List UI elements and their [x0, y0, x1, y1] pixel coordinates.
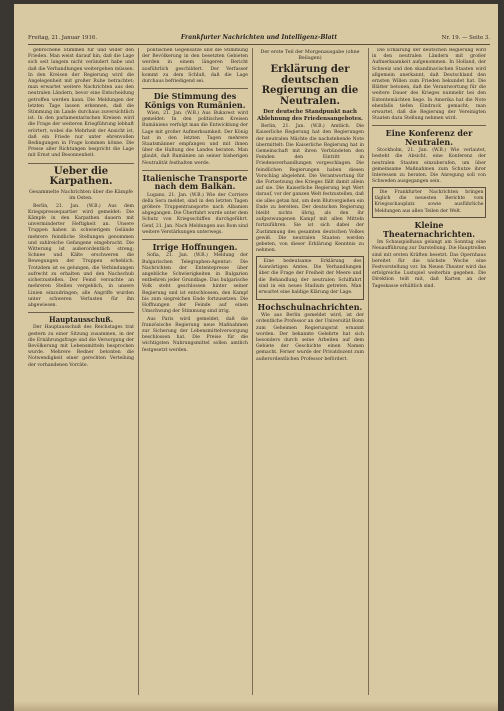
col4-box-text: Die Frankfurter Nachrichten bringen täglich die neuesten Berichte vom Kriegsschauplatz sowie ausführliche Meldungen aus allen Teilen der Welt. [374, 189, 484, 214]
col4-heading1: Eine Konferenz der Neutralen. [385, 128, 473, 147]
col2-heading1: Die Stimmung des Königs von Rumänien. [144, 91, 246, 110]
divider [28, 312, 134, 313]
header-date: Freitag, 21. Januar 1916. [28, 35, 98, 41]
col2-body2: Lugano, 21. Jan. (W.B.) Wie der Corriere della Sera meldet, sind in den letzten Tagen größere Truppentransporte nach Albanien abgegangen. Die Überfahrt wurde unter dem Schutz von Kriegsschiffen durchgeführt. Genf, 21. Jan. Nach Meldungen aus Rom sind weitere Verstärkungen unterwegs. [142, 192, 248, 235]
col4-body1: Stockholm, 21. Jan. (W.B.) Wie verlautet, besteht die Absicht, eine Konferenz der neutralen Staaten einzuberufen, um über gemeinsame Maßnahmen zum Schutze ihrer Interessen zu beraten. Die Anregung soll von Schweden ausgegangen sein. [372, 148, 486, 185]
divider [28, 163, 134, 164]
col1-heading: Ueber die Karpathen. [49, 165, 113, 188]
col2-body1: Wien, 21. Jan. (W.B.) Aus Bukarest wird gemeldet: In den politischen Kreisen Rumäniens verfolgt man die Entwicklung der Lage mit großer Aufmerksamkeit. Der König hat in den letzten Tagen mehrere Staatsmänner empfangen und mit ihnen über die Haltung des Landes beraten. Man glaubt, daß Rumänien an seiner bisherigen Neutralität festhalten werde. [142, 111, 248, 166]
column-3 [256, 48, 364, 695]
page-bottom-edge [14, 701, 498, 711]
column-1 [28, 48, 134, 695]
divider [142, 88, 248, 89]
col4-body2: Im Schauspielhaus gelangt am Sonntag eine Neuaufführung zur Darstellung. Die Hauptrollen sind mit ersten Kräften besetzt. Das Opernhaus bereitet für die nächste Woche eine Festvorstellung vor. Im Neuen Theater wird das erfolgreiche Lustspiel weiterhin gegeben. Die Direktion teilt mit, daß Karten an der Tageskasse erhältlich sind. [372, 240, 486, 289]
col3-heading2: Hochschulnachrichten. [257, 301, 363, 312]
col3-box-text: Eine bedeutsame Erklärung des Auswärtigen Amtes. Die Verhandlungen über die Frage der Freiheit der Meere und die Behandlung der neutralen Schiffahrt sind in ein neues Stadium getreten. Man erwartet eine baldige Klärung der Lage. [258, 258, 362, 295]
header-title: Frankfurter Nachrichten und Intelligenz-Blatt [180, 34, 338, 41]
column-rule [138, 48, 139, 695]
col1-top-text: gebrochene Stimmen für und wider den Frieden. Man weist darauf hin, daß die Lage sich seit langem nicht verändert habe und daß die Verhandlungen weitergehen müssen. In den Kreisen der Regierung wird die Angelegenheit mit großer Ruhe betrachtet; man erwartet weitere Nachrichten aus den neutralen Ländern, bevor eine Entscheidung getroffen werden kann. Die Meldungen der letzten Tage lassen erkennen, daß die Stimmung im Lande durchaus zuversichtlich ist. In den parlamentarischen Kreisen wird die Frage der weiteren Kriegführung lebhaft erörtert, wobei die Mehrheit der Ansicht ist, daß ein Friede nur unter ehrenvollen Bedingungen in Frage kommen könne. Die Presse aller Richtungen bespricht die Lage mit Ernst und Besonnenheit. [28, 48, 134, 159]
page-header [28, 32, 490, 45]
column-rule [252, 48, 253, 695]
divider [142, 239, 248, 240]
col2-body3: Sofia, 21. Jan. (W.B.) Meldung der Bulgarischen Telegraphen-Agentur: Die Nachrichten der Ententepresse über angebliche Schwierigkeiten in Bulgarien entbehren jeder Grundlage. Das bulgarische Volk steht geschlossen hinter seiner Regierung und ist entschlossen, den Kampf bis zum siegreichen Ende fortzusetzen. Die Hoffnungen der Feinde auf einen Umschwung der Stimmung sind irrig. [142, 253, 248, 315]
col1-subheading: Gesammelte Nachrichten über die Kämpfe im Osten. [28, 189, 134, 201]
column-4 [372, 48, 486, 695]
col1-body: Berlin, 21. Jan. (W.B.) Aus dem Kriegspressequartier wird gemeldet: Die Kämpfe in den Karpathen dauern mit unverminderter Heftigkeit an. Unsere Truppen haben in schwierigem Gelände mehrere feindliche Stellungen genommen und zahlreiche Gefangene eingebracht. Die Witterung ist außerordentlich streng; Schnee und Kälte erschweren die Bewegungen der Truppen erheblich. Trotzdem ist es gelungen, die Verbindungen aufrecht zu erhalten und den Nachschub sicherzustellen. Der Feind versuchte an mehreren Stellen vergeblich, in unsere Linien einzudringen; alle Angriffe wurden unter schweren Verlusten für ihn abgewiesen. [28, 203, 134, 308]
col3-sub1: Der deutsche Standpunkt nach Ablehnung des Friedensangebotes. [257, 109, 363, 122]
column-rule [368, 48, 369, 695]
col4-heading2: Kleine Theaternachrichten. [382, 220, 476, 239]
col1-heading2: Hauptausschuß. [48, 315, 114, 325]
col3-heading1: Erklärung der deutschen Regierung an die Neutralen. [261, 64, 359, 107]
col2-heading2: Italienische Transporte nach dem Balkan. [142, 172, 248, 192]
col4-top-text: Die Erklärung der deutschen Regierung wird in den neutralen Ländern mit großer Aufmerksamkeit aufgenommen. In Holland, der Schweiz und den skandinavischen Staaten wird allgemein anerkannt, daß Deutschland den ernsten Willen zum Frieden bekundet hat. Die Blätter betonen, daß die Verantwortung für die weitere Dauer des Krieges nunmehr bei den Ententemächten liege. In Amerika hat die Note ebenfalls tiefen Eindruck gemacht; man erwartet, daß die Regierung der Vereinigten Staaten dazu Stellung nehmen wird. [372, 48, 486, 122]
header-issue: Nr. 19. — Seite 3. [441, 35, 490, 41]
col2-heading3: Irrige Hoffnungen. [152, 242, 238, 253]
col3-body2: Wie aus Berlin gemeldet wird, ist der ordentliche Professor an der Universität Bonn zum Geheimen Regierungsrat ernannt worden. Der bekannte Gelehrte hat sich besonders durch seine Arbeiten auf dem Gebiete der Geschichte einen Namen gemacht. Ferner wurde der Privatdozent zum außerordentlichen Professor befördert. [256, 313, 364, 362]
column-2 [142, 48, 248, 695]
col4-box [372, 187, 486, 218]
divider [372, 125, 486, 126]
col1-body2: Der Hauptausschuß des Reichstages trat gestern zu einer Sitzung zusammen, in der die Ernährungsfrage und die Versorgung der Bevölkerung mit Lebensmitteln besprochen wurde. Mehrere Redner betonten die Notwendigkeit einer gerechten Verteilung der vorhandenen Vorräte. [28, 325, 134, 368]
divider [142, 170, 248, 171]
col3-kicker: Der erste Teil der Morgenausgabe (ohne Beilagen) [260, 50, 360, 61]
newspaper-page [14, 4, 498, 711]
col2-body4: Aus Paris wird gemeldet, daß die französische Regierung neue Maßnahmen zur Sicherung der Lebensmittelversorgung beschlossen hat. Die Preise für die wichtigsten Nahrungsmittel sollen amtlich festgesetzt werden. [142, 316, 248, 353]
col3-body1: Berlin, 21. Jan. (W.B.) Amtlich. Die Kaiserliche Regierung hat den Regierungen der neutralen Mächte die nachstehende Note übermittelt: Die Kaiserliche Regierung hat in Gemeinschaft mit ihren Verbündeten den Feinden den Eintritt in Friedensverhandlungen vorgeschlagen. Die feindlichen Regierungen haben diesen Vorschlag abgelehnt. Die Verantwortung für die Fortsetzung des Krieges fällt damit allein auf sie. Die Kaiserliche Regierung legt Wert darauf, vor der ganzen Welt festzustellen, daß sie alles getan hat, um dem Blutvergießen ein Ende zu bereiten. Der deutschen Regierung bleibt nichts übrig, als den ihr aufgezwungenen Kampf mit allen Mitteln fortzuführen. Sie ist sich dabei der Zustimmung des gesamten deutschen Volkes gewiß. Die neutralen Staaten werden gebeten, von dieser Erklärung Kenntnis zu nehmen. [256, 124, 364, 254]
col2-top-text: politischen Gegensätze und die Stimmung der Bevölkerung in den besetzten Gebieten werden in einem längeren Bericht ausführlich geschildert. Der Verfasser kommt zu dem Schluß, daß die Lage durchaus befriedigend sei. [142, 48, 248, 85]
col3-box [256, 256, 364, 299]
